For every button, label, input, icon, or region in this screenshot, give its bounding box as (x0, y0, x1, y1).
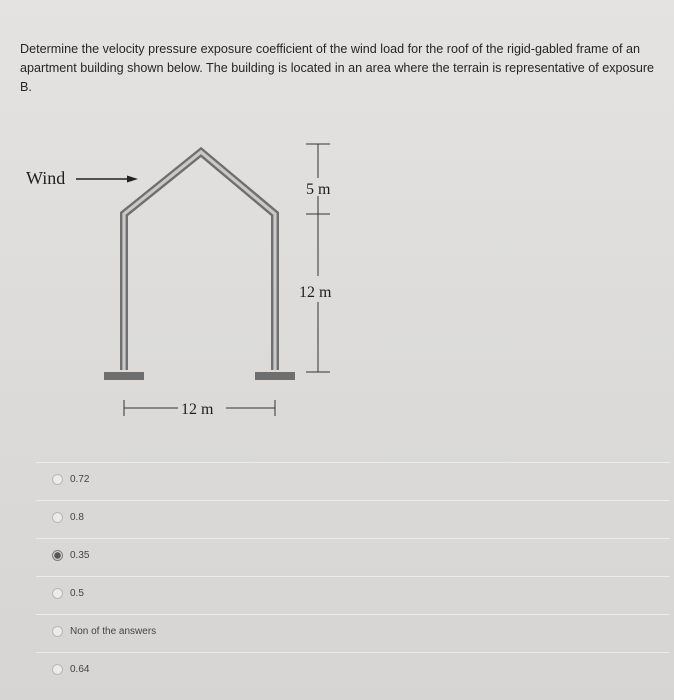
right-support (255, 372, 295, 380)
radio-button[interactable] (52, 512, 63, 523)
radio-button-checked[interactable] (52, 550, 63, 561)
radio-button[interactable] (52, 474, 63, 485)
answer-label: Non of the answers (70, 626, 157, 637)
answer-option[interactable] (36, 652, 670, 690)
left-support (104, 372, 144, 380)
radio-button[interactable] (52, 664, 63, 675)
answer-option[interactable] (36, 576, 670, 614)
answer-option[interactable] (36, 500, 670, 538)
gabled-frame-inner (124, 152, 275, 370)
span-label: 12 m (181, 401, 214, 418)
radio-button[interactable] (52, 588, 63, 599)
answer-label: 0.35 (70, 550, 90, 561)
answer-option[interactable] (36, 614, 670, 652)
wall-height-label: 12 m (299, 284, 332, 301)
wind-arrow-head (127, 176, 138, 183)
question-text: Determine the velocity pressure exposure coefficient of the wind load for the roof of the rigid-gabled frame of an apartment building shown below. The building is located in an area where the terrain is representative of exposure B. (20, 42, 655, 94)
answer-label: 0.5 (70, 588, 84, 599)
wind-label: Wind (26, 168, 66, 188)
answer-label: 0.64 (70, 664, 90, 675)
answer-label: 0.72 (70, 474, 90, 485)
gabled-frame-outer (124, 152, 275, 370)
roof-height-label: 5 m (306, 181, 331, 198)
radio-button[interactable] (52, 626, 63, 637)
answer-option-selected[interactable] (36, 538, 670, 576)
answer-label: 0.8 (70, 512, 84, 523)
answer-options (36, 462, 670, 690)
answer-option[interactable] (36, 462, 670, 500)
